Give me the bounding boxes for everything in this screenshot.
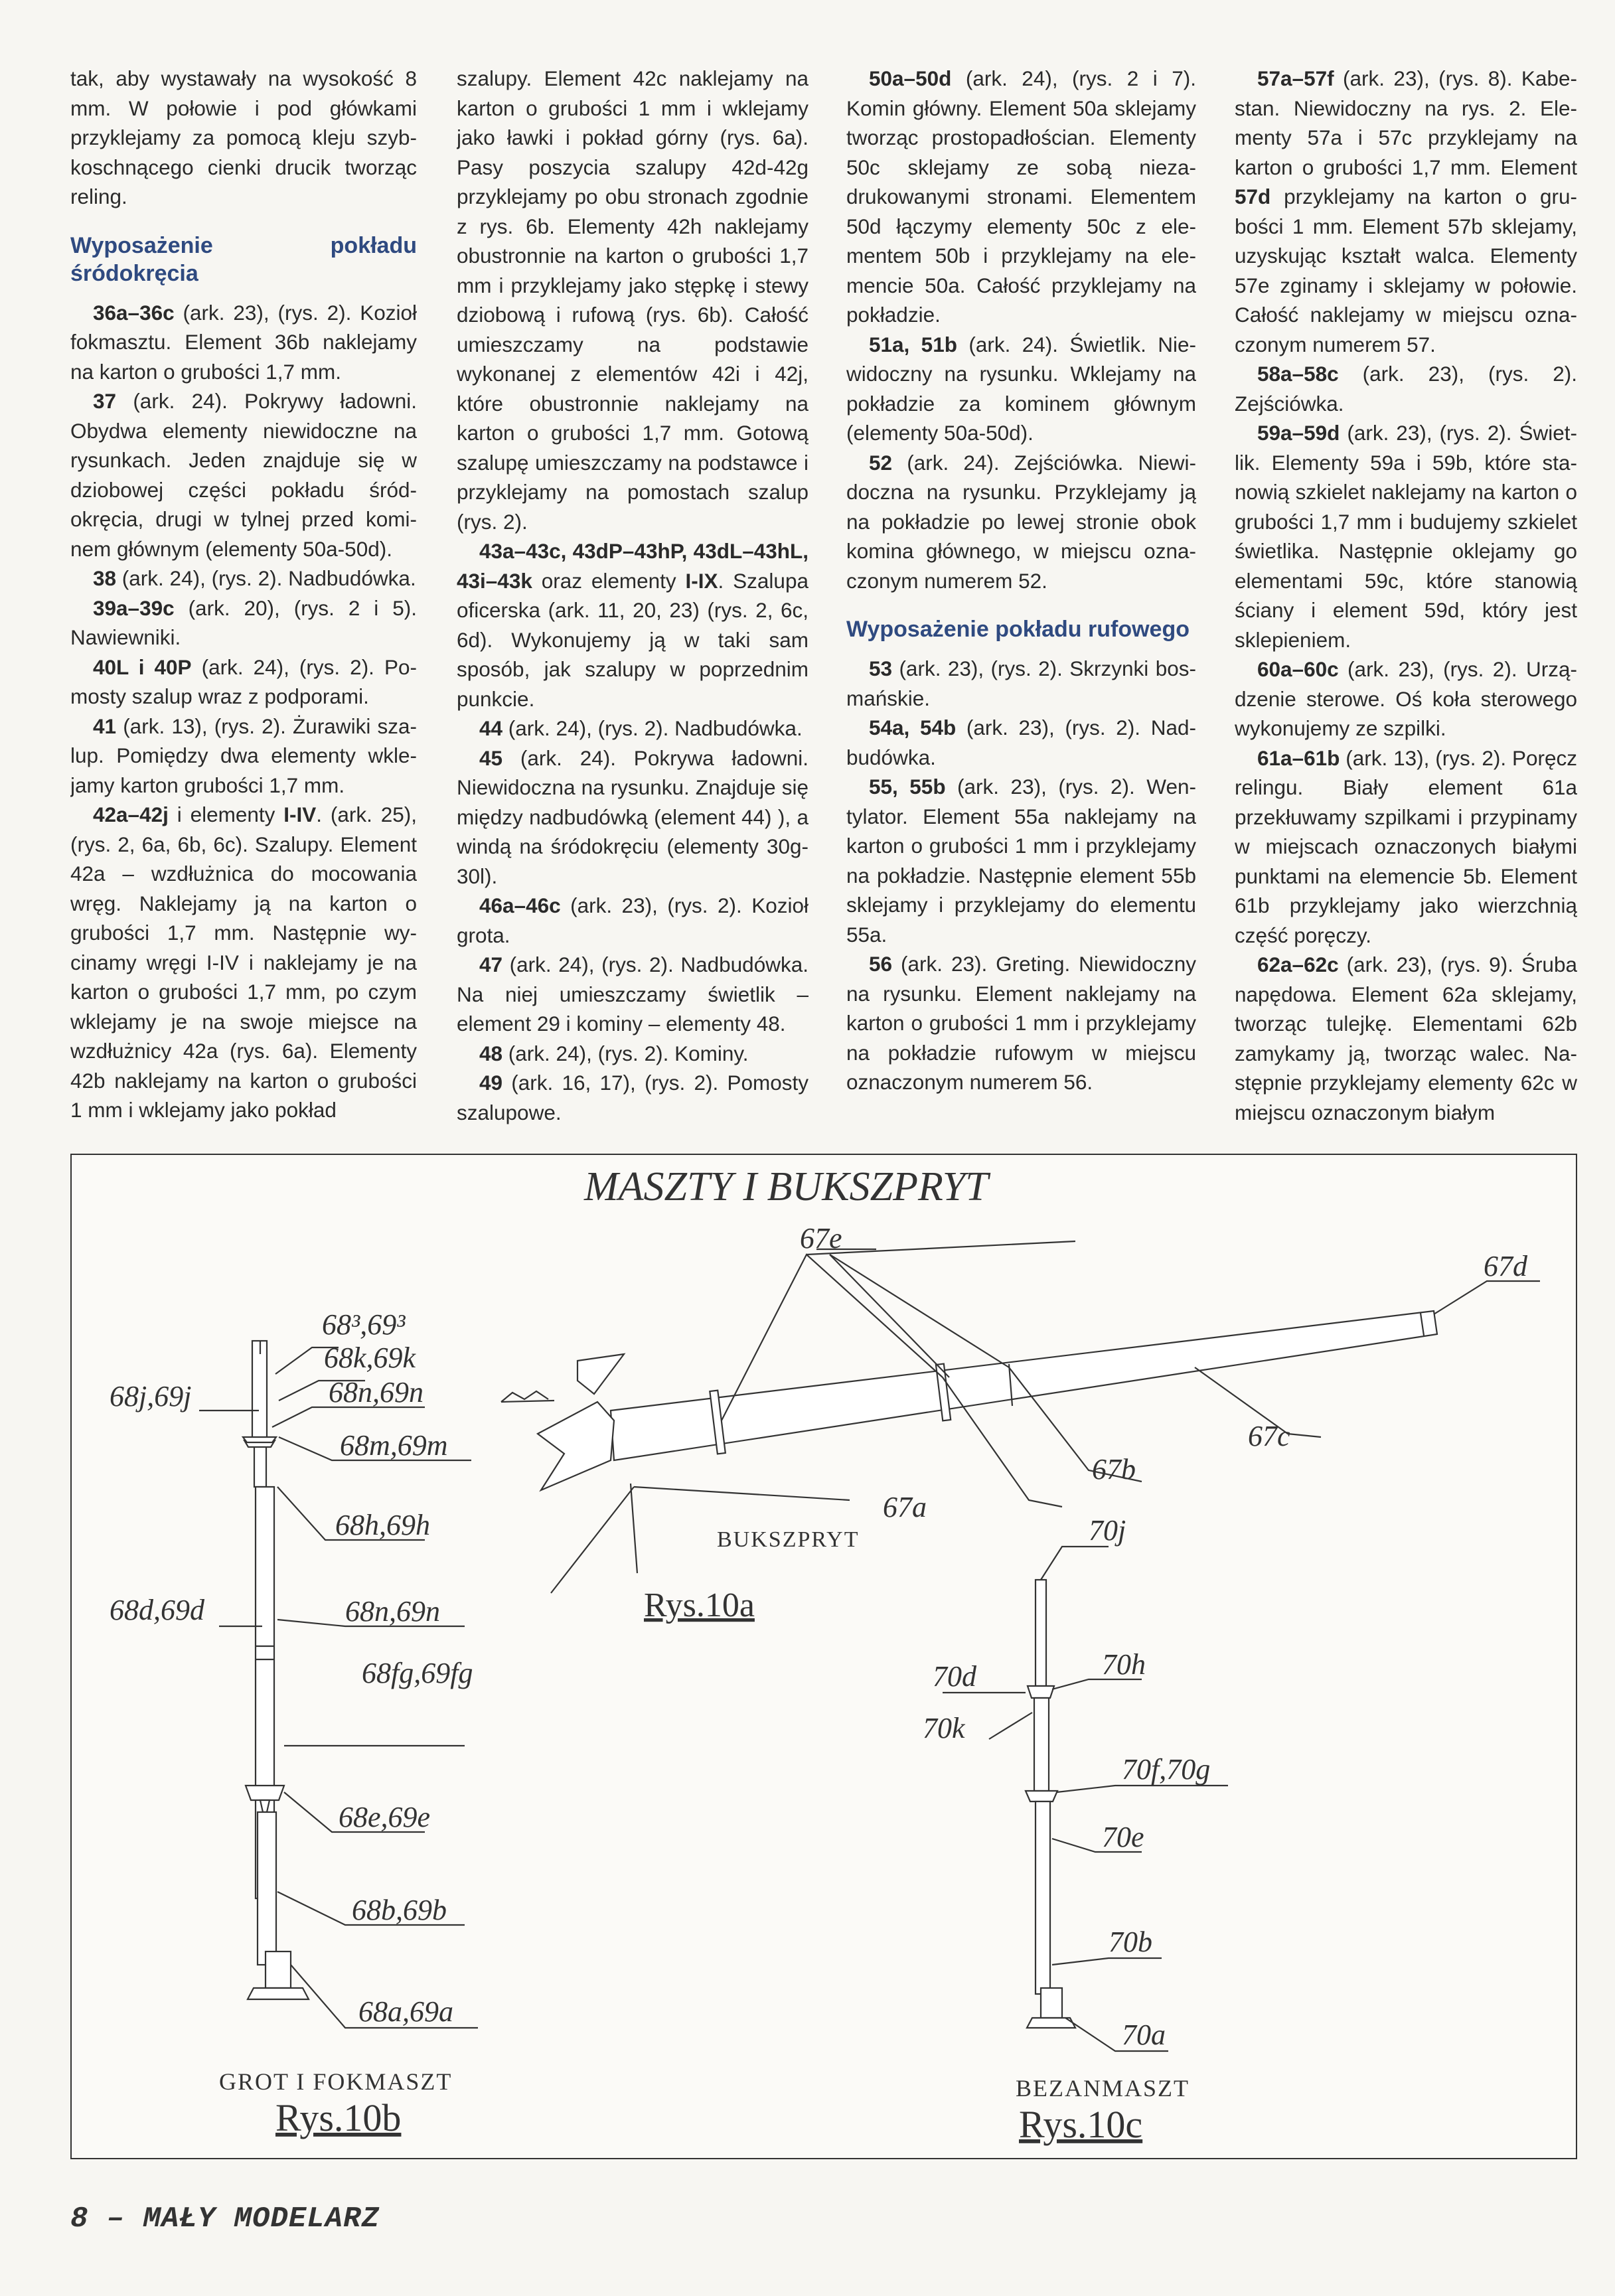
item-number: 52 (869, 450, 893, 475)
paragraph-text: (ark. 24). Pokrywa ładowni. Niewidoczna na rysunku. Znajduje się między nadbudówką (element 44) ), a windą na śródokręciu (elementy 30g-30l). (457, 745, 808, 888)
paragraph-text: . Szalupa oficerska (ark. 11, 20, 23) (rys. 2, 6c, 6d). Wykonujemy ją w taki sam sposób, jak szalupy w poprzednim punkcie. (457, 568, 808, 711)
label-68a: 68a,69a (358, 1995, 453, 2028)
item-number: 62a–62c (1257, 953, 1339, 976)
item-number: 61a–61b (1257, 745, 1340, 770)
label-68-69-3: 68³,69³ (322, 1308, 406, 1341)
item-number: 41 (93, 714, 117, 738)
figure-title: MASZTY I BUKSZPRYT (584, 1164, 988, 1209)
paragraph-text: (ark. 23), (rys. 2). Wentylator. Element 55a naklejamy na karton o grubości 1 mm i przyklejamy na pokładzie. Następnie element 55b sklejamy i przyklejamy do elementu 55a. (846, 775, 1196, 947)
item-number: 57d (1235, 185, 1271, 208)
item-number: 47 (479, 953, 503, 976)
label-68e: 68e,69e (339, 1801, 431, 1833)
paragraph-text: (ark. 20), (rys. 2 i 5). Nawiewniki. (70, 595, 417, 649)
label-68fg: 68fg,69fg (362, 1657, 473, 1689)
item-number: 37 (93, 389, 117, 413)
bowsprit-drawing (501, 1241, 1540, 1593)
paragraph-text: (ark. 24), (rys. 2). Nadbudówka. (116, 566, 416, 590)
page-footer: 8 – MAŁY MODELARZ (70, 2202, 380, 2236)
label-70k: 70k (923, 1712, 965, 1744)
item-number: 50a–50d (869, 66, 952, 90)
caption-bezan: BEZANMASZT (1016, 2075, 1190, 2102)
paragraph-text: (ark. 24). Pokrywy ładowni. Obydwa elementy niewidoczne na rysunkach. Jeden znajduje się w dziobowej części pokładu śródokręcia, drugi w tylnej przed kominem głównym (elementy 50a-50d). (70, 389, 417, 561)
label-70h: 70h (1102, 1648, 1146, 1681)
caption-rys10b: Rys.10b (275, 2096, 402, 2139)
label-68j: 68j,69j (110, 1380, 192, 1413)
paragraph-text: (ark. 23), (rys. 2). Kozioł fokmasztu. Element 36b naklejamy na karton o grubości 1,7 mm. (70, 300, 417, 384)
paragraph-text: (ark. 24), (rys. 2 i 7). Komin główny. Element 50a sklejamy tworząc prostopadłościan. Elementy 50c sklejamy ze sobą niezadrukowanymi stronami. Elementem 50d łączymy elementy 50c z elementem 50b i przyklejamy na elemencie 50a. Całość przyklejamy na pokładzie. (846, 66, 1196, 327)
paragraph-text: (ark. 13), (rys. 2). Poręcz relingu. Biały element 61a przekłuwamy szpilkami i przypinamy w miejscach oznaczonych białymi punktami na elemencie 5b. Element 61b przyklejamy jako wierzchnią część poręczy. (1235, 745, 1577, 947)
paragraph-text: (ark. 23), (rys. 8). Kabestan. Niewidoczny na rys. 2. Elementy 57a i 57c przyklejamy na karton o grubości 1,7 mm. Element (1235, 66, 1577, 179)
label-68k: 68k,69k (324, 1341, 416, 1374)
label-70e: 70e (1102, 1821, 1144, 1853)
item-number: 42a–42j (93, 803, 169, 826)
item-number: 59a–59d (1257, 421, 1340, 445)
label-67d: 67d (1484, 1250, 1527, 1282)
item-number: 43a–43c, 43dP–43hP, 43dL–43hL, 43i–43k (457, 539, 808, 593)
paragraph-text: (ark. 23), (rys. 2). Urządzenie sterowe. Oś koła sterowego wykonujemy ze szpilki. (1235, 657, 1577, 740)
label-70fg: 70f,70g (1122, 1753, 1211, 1786)
label-68n-top: 68n,69n (329, 1376, 423, 1409)
paragraph-text: (ark. 24), (rys. 2). Nadbudówka. (502, 716, 803, 740)
paragraph-text: (ark. 23), (rys. 2). Zejściówka. (1235, 362, 1577, 416)
paragraph-text: (ark. 16, 17), (rys. 2). Pomosty szalupowe. (457, 1071, 808, 1124)
mizzenmast-drawing (943, 1547, 1228, 2051)
caption-rys10c: Rys.10c (1019, 2103, 1143, 2146)
label-68m: 68m,69m (340, 1429, 448, 1462)
label-67b: 67b (1092, 1453, 1136, 1486)
paragraph-text: (ark. 23). Greting. Niewidoczny na rysunku. Element naklejamy na karton o grubości 1 mm i przyklejamy na pokładzie rufowym w miejscu oznaczonym numerem 56. (846, 952, 1196, 1094)
paragraph-text: (ark. 24). Zejściówka. Niewidoczna na rysunku. Przyklejamy ją na pokładzie po lewej stronie obok komina głównego, w miejscu oznaczonym numerem 52. (846, 450, 1196, 593)
paragraph-text: (ark. 23), (rys. 2). Kozioł grota. (457, 893, 808, 947)
caption-grot: GROT I FOKMASZT (219, 2068, 453, 2095)
item-number: I-IV (283, 803, 317, 826)
paragraph-text: szalupy. Element 42c naklejamy na karton o grubości 1 mm i wklejamy jako ławki i pokład górny (rys. 6a). Pasy poszycia szalupy 42d-42g przyklejamy po obu stronach zgodnie z rys. 6b. Elementy 42h naklejamy obustronnie na karton o grubości 1,7 mm i przyklejamy jako stępkę i stewy dziobową i rufową (rys. 6b). Całość umieszczamy na podstawie wykonanej z elementów 42i i 42j, które obustronnie naklejamy na karton o grubości 1,7 mm. Gotową szalupę umieszczamy na podstawce i przyklejamy na pomostach szalup (rys. 2). (457, 66, 808, 534)
paragraph-text: i elementy (168, 803, 284, 826)
section-heading: Wyposażenie pokładu rufowego (846, 617, 1190, 642)
label-70a: 70a (1122, 2019, 1166, 2051)
item-number: 49 (479, 1071, 503, 1095)
label-70d: 70d (933, 1660, 976, 1693)
item-number: 40L i 40P (93, 654, 192, 679)
label-70b: 70b (1109, 1926, 1152, 1958)
item-number: 45 (479, 745, 503, 770)
label-68b: 68b,69b (352, 1894, 447, 1926)
label-70j: 70j (1089, 1514, 1126, 1547)
paragraph-text: przyklejamy na karton o grubości 1 mm. Element 57b sklejamy, uzyskując kształt walca. Elementy 57e zginamy i sklejamy w połowie. Całość naklejamy w miejscu oznaczonym numerem 57. (1235, 185, 1577, 356)
paragraph-text: (ark. 23), (rys. 2). Nadbudówka. (846, 716, 1196, 769)
label-67e: 67e (800, 1222, 842, 1255)
item-number: 53 (869, 656, 893, 680)
paragraph-text: tak, aby wystawały na wysokość 8 mm. W połowie i pod główkami przyklejamy za pomocą kleju szybkoschnącego cienki drucik tworząc reling. (70, 66, 417, 208)
item-number: 54a, 54b (869, 716, 957, 739)
paragraph-text: (ark. 24), (rys. 2). Kominy. (502, 1041, 749, 1065)
item-number: I-IX (685, 568, 718, 593)
item-number: 56 (869, 952, 893, 976)
item-number: 55, 55b (869, 775, 946, 799)
label-67a: 67a (883, 1491, 927, 1523)
label-68h: 68h,69h (335, 1509, 430, 1541)
section-heading: Wyposażenie pokładu śródokręcia (70, 232, 417, 286)
item-number: 48 (479, 1041, 503, 1065)
caption-rys10a: Rys.10a (644, 1586, 755, 1624)
label-68n-mid: 68n,69n (345, 1595, 440, 1628)
paragraph-text: (ark. 23), (rys. 2). Świetlik. Elementy 59a i 59b, które stanowią szkielet naklejamy na karton o grubości 1,7 mm i budujemy szkielet świetlika. Następnie oklejamy go elementami 59c, które stanowią ściany i element 59d, który jest sklepieniem. (1235, 421, 1577, 652)
paragraph-text: (ark. 23), (rys. 2). Skrzynki bosmańskie. (846, 656, 1196, 710)
paragraph-text: (ark. 23), (rys. 9). Śruba napędowa. Element 62a sklejamy, tworząc tulejkę. Elementami 62b zamykamy ją, tworząc walec. Następnie przyklejamy elementy 62c w miejscu oznaczonym białym (1235, 953, 1577, 1124)
item-number: 58a–58c (1257, 362, 1339, 386)
item-number: 60a–60c (1257, 657, 1339, 681)
caption-bukszpryt: BUKSZPRYT (717, 1527, 860, 1552)
paragraph-text: . (ark. 25), (rys. 2, 6a, 6b, 6c). Szalupy. Element 42a – wzdłużnica do mocowania wręg. Naklejamy ją na karton o grubości 1,7 mm. Następnie wycinamy wręgi I-IV i naklejamy je na karton o grubości 1,7 mm, po czym wklejamy je na swoje miejsce na wzdłużnicy 42a (rys. 6a). Elementy 42b naklejamy na karton o grubości 1 mm i wklejamy jako pokład (70, 803, 417, 1122)
item-number: 39a–39c (93, 595, 175, 620)
paragraph-text: (ark. 13), (rys. 2). Żurawiki szalup. Pomiędzy dwa elementy wklejamy karton grubości 1,7 mm. (70, 714, 417, 797)
item-number: 57a–57f (1257, 66, 1334, 90)
paragraph-text: (ark. 24). Świetlik. Niewidoczny na rysunku. Wklejamy na pokładzie za kominem głównym (elementy 50a-50d). (846, 332, 1196, 445)
item-number: 36a–36c (93, 300, 175, 325)
item-number: 38 (93, 566, 117, 590)
item-number: 44 (479, 716, 503, 740)
paragraph-text: (ark. 24), (rys. 2). Pomosty szalup wraz z podporami. (70, 654, 417, 708)
label-67c: 67c (1248, 1420, 1290, 1452)
item-number: 51a, 51b (869, 332, 957, 356)
paragraph-text: (ark. 24), (rys. 2). Nadbudówka. Na niej umieszczamy świetlik – element 29 i kominy – elementy 48. (457, 953, 808, 1035)
paragraph-text: oraz elementy (532, 568, 686, 593)
item-number: 46a–46c (479, 893, 561, 917)
label-68d: 68d,69d (110, 1594, 204, 1626)
